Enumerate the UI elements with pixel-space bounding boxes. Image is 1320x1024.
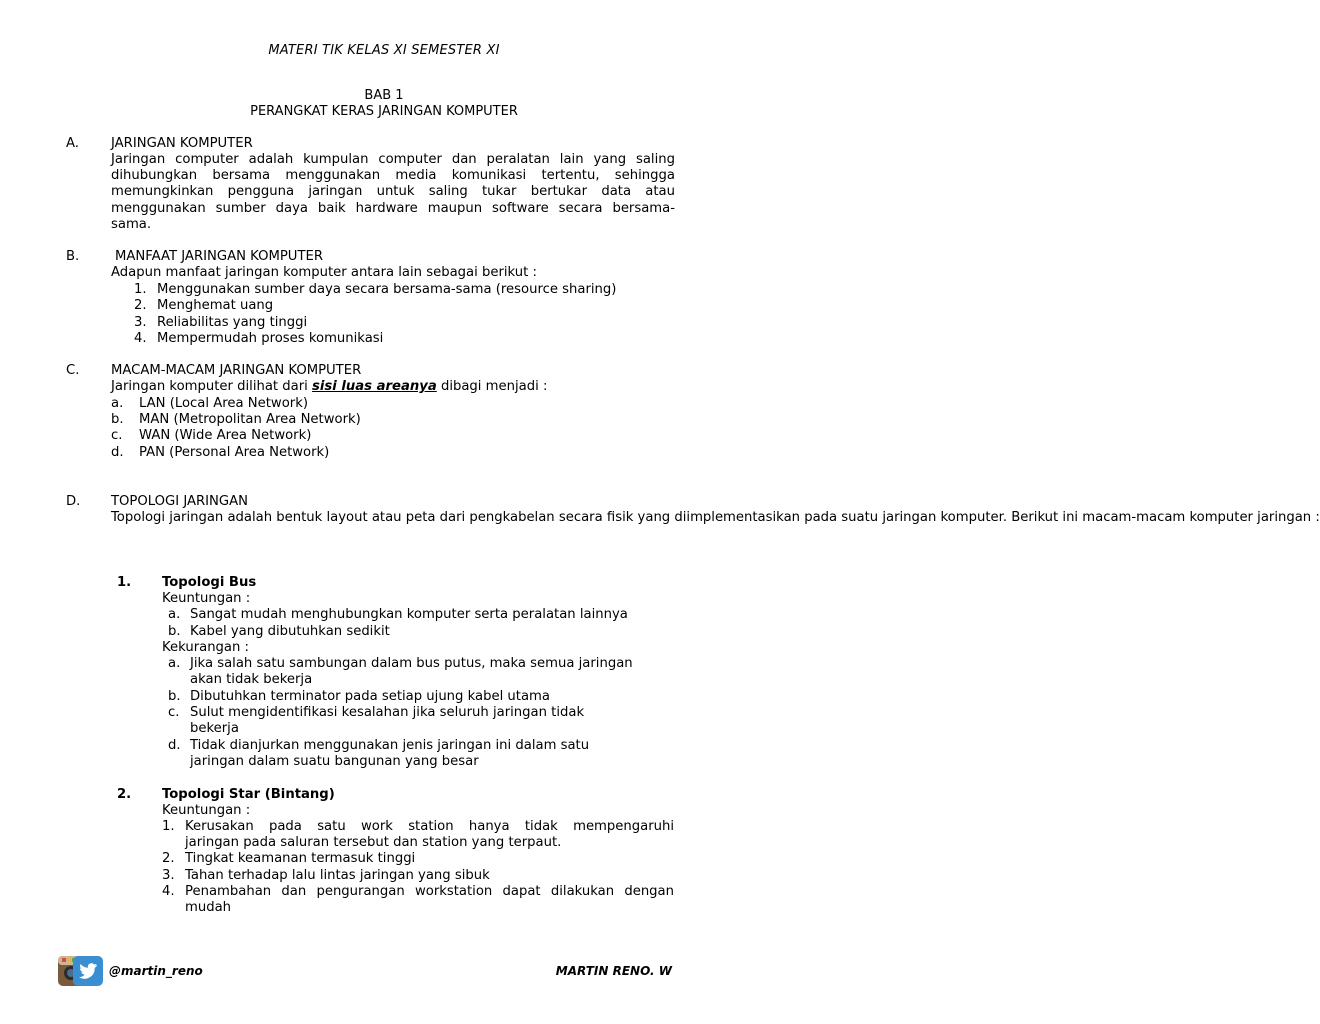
list-item: [185, 884, 674, 916]
list-item-line: Kerusakan pada satu work station hanya tidak mempengaruhi: [185, 819, 674, 834]
subsection-number: 2.: [117, 787, 132, 802]
paragraph-line: dihubungkan bersama menggunakan media komunikasi tertentu, sehingga: [111, 168, 675, 184]
list-number: 3.: [134, 315, 147, 330]
footer-social-handle: @martin_reno: [109, 964, 203, 978]
list-item: PAN (Personal Area Network): [139, 445, 330, 460]
social-logo: [57, 955, 103, 987]
list-letter: d.: [168, 738, 181, 753]
list-number: 1.: [134, 282, 147, 297]
list-item: Dibutuhkan terminator pada setiap ujung kabel utama: [190, 689, 550, 704]
section-c-letter: C.: [66, 363, 80, 378]
paragraph-line: memungkinkan pengguna jaringan untuk saling tukar bertukar data atau: [111, 184, 675, 200]
list-item: Menghemat uang: [157, 298, 274, 313]
intro-text: Jaringan komputer dilihat dari: [111, 379, 313, 394]
list-item: Tidak dianjurkan menggunakan jenis jaringan ini dalam satu: [190, 738, 590, 753]
subsection-title-bus: Topologi Bus: [162, 575, 257, 590]
section-a-letter: A.: [66, 136, 79, 151]
list-letter: b.: [168, 689, 181, 704]
list-letter: a.: [111, 396, 124, 411]
list-letter: b.: [168, 624, 181, 639]
intro-text: dibagi menjadi :: [436, 379, 548, 394]
paragraph-line: Jaringan computer adalah kumpulan computer dan peralatan lain yang saling: [111, 152, 675, 167]
list-item: Menggunakan sumber daya secara bersama-sama (resource sharing): [157, 282, 617, 297]
paragraph-line: fisik yang diimplementasikan pada suatu jaringan komputer. Berikut ini: [606, 510, 1079, 525]
list-number: 4.: [134, 331, 147, 346]
list-item: Sangat mudah menghubungkan komputer serta peralatan lainnya: [190, 607, 628, 622]
chapter-number: BAB 1: [364, 88, 404, 103]
paragraph-line: sama.: [111, 216, 152, 232]
section-d-heading: TOPOLOGI JARINGAN: [111, 494, 249, 509]
section-c-intro: [111, 379, 547, 394]
list-number: 4.: [162, 884, 175, 899]
section-a-paragraph: [111, 152, 675, 233]
list-letter: a.: [168, 656, 181, 671]
section-b-heading: MANFAAT JARINGAN KOMPUTER: [115, 249, 324, 264]
disadvantages-label: Kekurangan :: [162, 640, 249, 655]
paragraph-line: menggunakan sumber daya baik hardware maupun software secara bersama-: [111, 200, 675, 216]
list-item: Tingkat keamanan termasuk tinggi: [185, 851, 416, 866]
advantages-label: Keuntungan :: [162, 591, 251, 606]
list-item: Tahan terhadap lalu lintas jaringan yang sibuk: [185, 868, 490, 883]
footer-author-name: MARTIN RENO. W: [555, 964, 672, 978]
list-item: [185, 819, 674, 851]
subsection-number: 1.: [117, 575, 132, 590]
list-item-line: mudah: [185, 900, 232, 916]
section-b-letter: B.: [66, 249, 80, 264]
list-letter: d.: [111, 445, 124, 460]
list-item: Reliabilitas yang tinggi: [157, 315, 308, 330]
section-b-intro: Adapun manfaat jaringan komputer antara lain sebagai berikut :: [111, 265, 537, 280]
section-a-heading: JARINGAN KOMPUTER: [111, 136, 253, 151]
paragraph-line: macam-macam komputer jaringan :: [1082, 510, 1320, 525]
list-item-line: jaringan pada saluran tersebut dan station yang terpaut.: [185, 835, 562, 851]
list-item-continuation: jaringan dalam suatu bangunan yang besar: [190, 754, 479, 769]
list-number: 2.: [162, 851, 175, 866]
twitter-icon: [73, 956, 103, 986]
advantages-label: Keuntungan :: [162, 803, 251, 818]
list-item: WAN (Wide Area Network): [139, 428, 312, 443]
list-letter: c.: [111, 428, 123, 443]
list-item-continuation: bekerja: [190, 721, 239, 736]
list-item: Jika salah satu sambungan dalam bus putus, maka semua jaringan: [190, 656, 633, 671]
list-number: 2.: [134, 298, 147, 313]
list-item: Sulut mengidentifikasi kesalahan jika seluruh jaringan tidak: [190, 705, 585, 720]
list-number: 3.: [162, 868, 175, 883]
list-item: LAN (Local Area Network): [139, 396, 308, 411]
list-letter: a.: [168, 607, 181, 622]
list-item: Mempermudah proses komunikasi: [157, 331, 384, 346]
chapter-title: PERANGKAT KERAS JARINGAN KOMPUTER: [250, 104, 518, 119]
emphasized-text: sisi luas areanya: [312, 379, 437, 394]
section-d-letter: D.: [66, 494, 81, 509]
paragraph-line: Topologi jaringan adalah bentuk layout atau peta dari pengkabelan secara: [111, 510, 603, 525]
section-c-heading: MACAM-MACAM JARINGAN KOMPUTER: [111, 363, 362, 378]
list-letter: b.: [111, 412, 124, 427]
list-letter: c.: [168, 705, 180, 720]
list-item: Kabel yang dibutuhkan sedikit: [190, 624, 390, 639]
list-item-line: Penambahan dan pengurangan workstation dapat dilakukan dengan: [185, 884, 674, 899]
section-d-paragraph: [111, 510, 1320, 526]
list-item: MAN (Metropolitan Area Network): [139, 412, 361, 427]
subsection-title-star: Topologi Star (Bintang): [162, 787, 335, 802]
list-item-continuation: akan tidak bekerja: [190, 672, 313, 687]
list-number: 1.: [162, 819, 175, 834]
document-title: MATERI TIK KELAS XI SEMESTER XI: [268, 43, 500, 58]
